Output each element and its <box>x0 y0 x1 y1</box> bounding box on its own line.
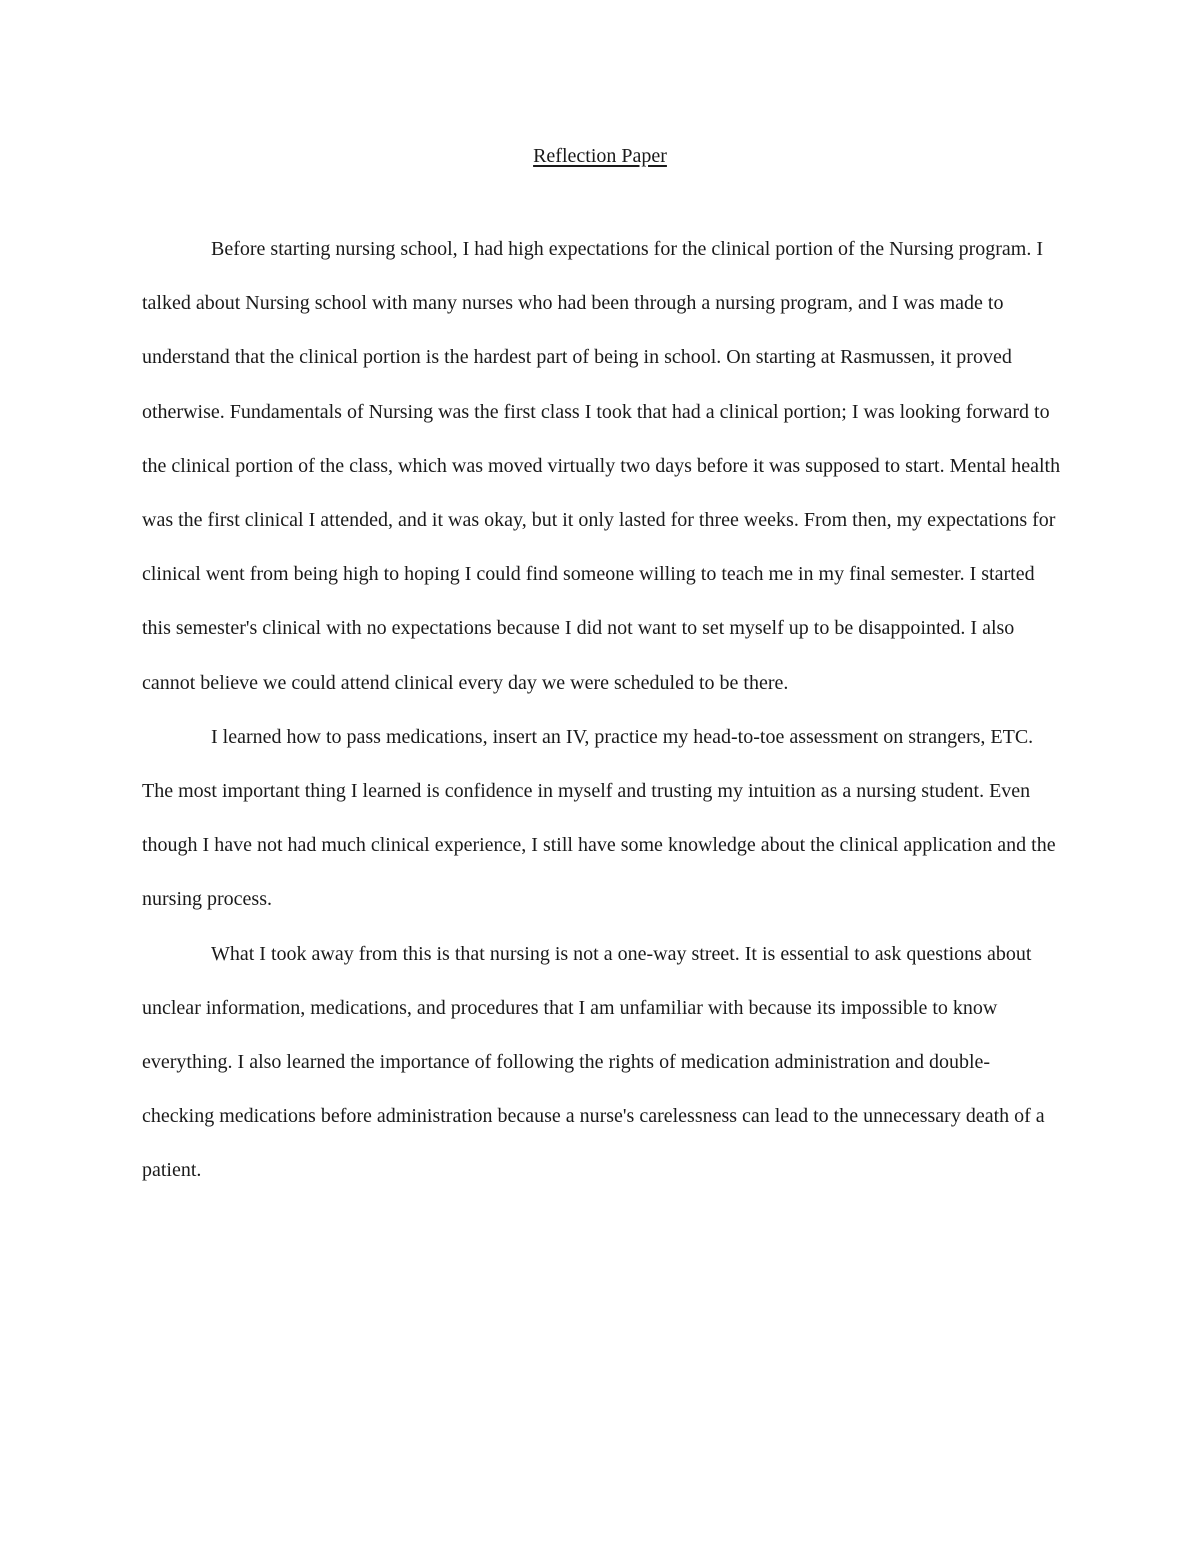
document-title: Reflection Paper <box>533 145 667 167</box>
paragraph-3: What I took away from this is that nursing is not a one-way street. It is essential to ask questions about unclear information, medications, and procedures that I am unfamiliar with because its impossible to know everything. I also learned the importance of following the rights of medication administration and double-checking medications before administration because a nurse's carelessness can lead to the unnecessary death of a patient. <box>142 942 1045 1182</box>
document-body <box>142 222 1062 1198</box>
paragraph-1: Before starting nursing school, I had high expectations for the clinical portion of the Nursing program. I talked about Nursing school with many nurses who had been through a nursing program, and I was made to understand that the clinical portion is the hardest part of being in school. On starting at Rasmussen, it proved otherwise. Fundamentals of Nursing was the first class I took that had a clinical portion; I was looking forward to the clinical portion of the class, which was moved virtually two days before it was supposed to start. Mental health was the first clinical I attended, and it was okay, but it only lasted for three weeks. From then, my expectations for clinical went from being high to hoping I could find someone willing to teach me in my final semester. I started this semester's clinical with no expectations because I did not want to set myself up to be disappointed. I also cannot believe we could attend clinical every day we were scheduled to be there. <box>142 238 1061 694</box>
paragraph-2: I learned how to pass medications, insert an IV, practice my head-to-toe assessment on strangers, ETC. The most important thing I learned is confidence in myself and trusting my intuition as a nursing student. Even though I have not had much clinical experience, I still have some knowledge about the clinical application and the nursing process. <box>142 725 1056 911</box>
